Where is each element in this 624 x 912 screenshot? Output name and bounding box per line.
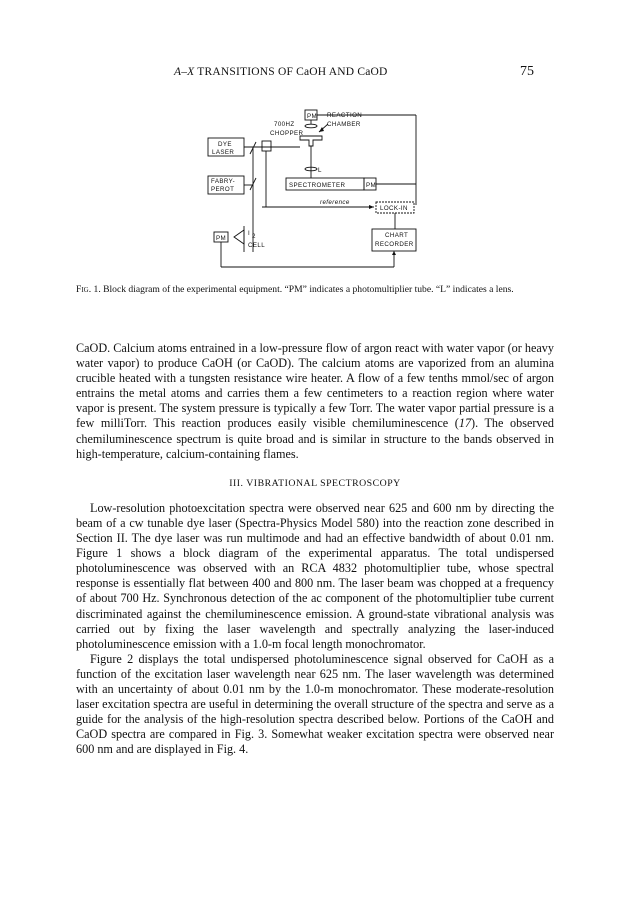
reaction-chamber-symbol <box>300 136 322 146</box>
cell-label: CELL <box>248 242 266 249</box>
fabry-label: FABRY- <box>211 178 236 185</box>
spectrometer-label: SPECTROMETER <box>289 182 346 189</box>
paragraph-1-part-a: CaOD. Calcium atoms entrained in a low-pressure flow of argon react with water vapor (or heavy water vapor) to produce CaOH (or CaOD). The calcium atoms are vaporized from an alumina crucible heated with a tungsten resistance wire heater. A flow of a few tenths mmol/sec of argon entrains the metal atoms and carries them a few centimeters to a reaction region where water vapor is present. The system pressure is typically a few Torr. The water vapor partial pressure is a few milliTorr. This reaction produces easily visible chemiluminescence ( <box>76 341 554 431</box>
recorder-label: RECORDER <box>375 241 414 248</box>
running-head-title <box>174 66 388 78</box>
chopper-box <box>262 141 271 151</box>
chart-label: CHART <box>385 232 409 239</box>
caption-label: Fig. 1. <box>76 284 101 295</box>
paragraph-3: Figure 2 displays the total undispersed photoluminescence signal observed for CaOH as a function of the excitation laser wavelength near 625 nm. The laser wavelength was determined with an uncertainty of about 0.01 nm by the 1.0-m monochromator. These moderate-resolution laser excitation spectra are useful in determining the overall structure of the spectra and serve as a guide for the analysis of the high-resolution spectra described below. Portions of the CaOH and CaOD spectra are compared in Fig. 3. Somewhat weaker excitation spectra were observed near 600 nm and are displayed in Fig. 4. <box>76 651 554 757</box>
paragraph-1-part-b: ). The observed chemiluminescence spectrum is quite broad and is similar in structure to the bands observed in high-temperature, calcium-containing flames. <box>76 416 555 461</box>
running-head <box>0 58 624 82</box>
chopper-label: CHOPPER <box>270 130 304 137</box>
paragraph-2: Low-resolution photoexcitation spectra were observed near 625 and 600 nm by directing the beam of a cw tunable dye laser (Spectra-Physics Model 580) into the reaction zone described in Section II. The dye laser was run multimode and had an effective bandwidth of about 0.01 nm. Figure 1 shows a block diagram of the experimental apparatus. The total undispersed photoluminescence was observed with an RCA 4832 photomultiplier tube, whose spectral response is essentially flat between 400 and 800 nm. The laser beam was chopped at a frequency of about 700 Hz. Synchronous detection of the ac component of the photomultiplier tube current discriminated against the chemiluminescence emission. A ground-state vibrational analysis was carried out by fixing the laser wavelength and spectrally analyzing the laser-induced photoluminescence emission with a 1.0-m focal length monochromator. <box>76 500 554 651</box>
lens-top <box>305 124 317 128</box>
pm-left-label: PM <box>216 235 227 242</box>
body-text <box>76 341 554 757</box>
return-arrowhead <box>392 251 396 255</box>
running-head-title-rest: TRANSITIONS OF CaOH AND CaOD <box>194 66 388 78</box>
pm-spectrometer-label: PM <box>366 182 377 189</box>
frequency-label: 700HZ <box>274 121 295 128</box>
citation-ref: 17 <box>458 416 472 431</box>
chamber-label: CHAMBER <box>327 121 361 128</box>
block-diagram-svg <box>190 102 430 277</box>
reference-label: reference <box>320 199 350 206</box>
dye-label: DYE <box>218 141 232 148</box>
section-heading: III. VIBRATIONAL SPECTROSCOPY <box>229 477 401 489</box>
i2-subscript: 2 <box>252 233 256 240</box>
figure-caption <box>76 283 554 296</box>
paragraph-1 <box>76 341 554 462</box>
i2-cell-shape <box>234 230 244 244</box>
figure-block-diagram <box>190 102 430 277</box>
laser-label: LASER <box>212 149 235 156</box>
lockin-label: LOCK-IN <box>380 205 408 212</box>
caption-text: Block diagram of the experimental equipment. “PM” indicates a photomultiplier tube. “L” indicates a lens. <box>100 284 514 295</box>
perot-label: PEROT <box>211 186 235 193</box>
i2-label: I <box>248 230 251 237</box>
reaction-label: REACTION <box>327 112 363 119</box>
running-head-title-italic: A–X <box>174 66 195 78</box>
page-number: 75 <box>520 64 534 79</box>
reference-arrowhead <box>369 205 374 209</box>
lens-label: L <box>318 167 322 174</box>
pm-top-label: PM <box>307 113 318 120</box>
